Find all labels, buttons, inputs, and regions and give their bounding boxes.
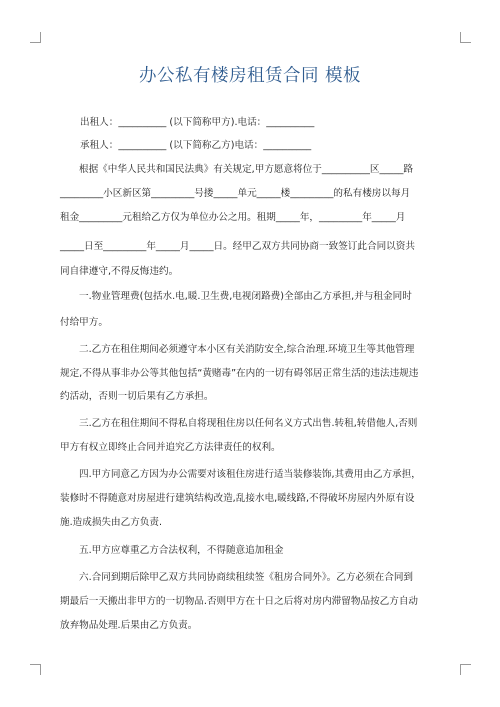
paragraph-line: _________小区新区第_________号搂_____单元_____楼_________的私有楼房以每月 — [60, 188, 411, 199]
clause-4-line: 四.甲方同意乙方因为办公需要对该租住房进行适当装修装饰,其费用由乙方承担， — [79, 469, 421, 480]
clause-3-line: 三.乙方在租住期间不得私自将现租住房以任何名义方式出售.转租,转借他人,否则 — [79, 418, 418, 429]
clause-1-line: 付给甲方。 — [60, 317, 108, 328]
corner-mark-top-left — [30, 32, 41, 43]
clause-1-line: 一.物业管理费(包括水.电,暖.卫生费,电视闭路费)全部由乙方承担,并与租金同时 — [79, 291, 412, 302]
clause-4-line: 施.造成损失由乙方负责. — [60, 517, 163, 528]
clause-2-line: 约活动，否则一切后果有乙方承担。 — [60, 391, 214, 402]
lessee-line: 承租人：__________ (以下简称乙方)电话：__________ — [80, 140, 312, 151]
clause-2-line: 规定,不得从事非办公等其他包括“黄赌毒”在内的一切有碍邻居正常生活的违法违规违 — [60, 368, 419, 379]
clause-4-line: 装修时不得随意对房屋进行建筑结构改造,乱接水电,暖线路,不得破坏房屋内外原有设 — [60, 493, 415, 504]
clause-6-line: 放弃物品处理.后果由乙方负责。 — [60, 620, 198, 631]
lessor-line: 出租人：__________ (以下简称甲方).电话：__________ — [80, 117, 315, 128]
paragraph-line: 根据《中华人民共和国民法典》有关规定,甲方愿意将位于__________区_____路 — [79, 164, 414, 175]
clause-3-line: 甲方有权立即终止合同并追究乙方法律责任的权利。 — [60, 442, 281, 453]
corner-mark-bottom-left — [30, 664, 41, 675]
clause-6-line: 六.合同到期后除甲乙双方共同协商续租续签《租房合同外》。乙方必须在合同到 — [79, 572, 414, 583]
clause-2-line: 二.乙方在租住期间必须遵守本小区有关消防安全,综合治理.环境卫生等其他管理 — [79, 344, 415, 355]
document-title: 办公私有楼房租赁合同 模板 — [138, 66, 362, 86]
paragraph-line: 租金_________元租给乙方仅为单位办公之用。租期_____年，_________年_____月 — [60, 212, 406, 223]
corner-mark-bottom-right — [460, 664, 471, 675]
paragraph-line: _____日至_________年_____月_____日。经甲乙双方共同协商一致签订此合同以资共 — [60, 241, 415, 252]
clause-5-line: 五.甲方应尊重乙方合法权利，不得随意追加租金 — [79, 545, 284, 556]
clause-6-line: 期最后一天搬出非甲方的一切物品.否则甲方在十日之后将对房内滞留物品按乙方自动 — [60, 596, 419, 607]
paragraph-line: 同自律遵守,不得反悔违约。 — [60, 266, 179, 277]
corner-mark-top-right — [460, 32, 471, 43]
